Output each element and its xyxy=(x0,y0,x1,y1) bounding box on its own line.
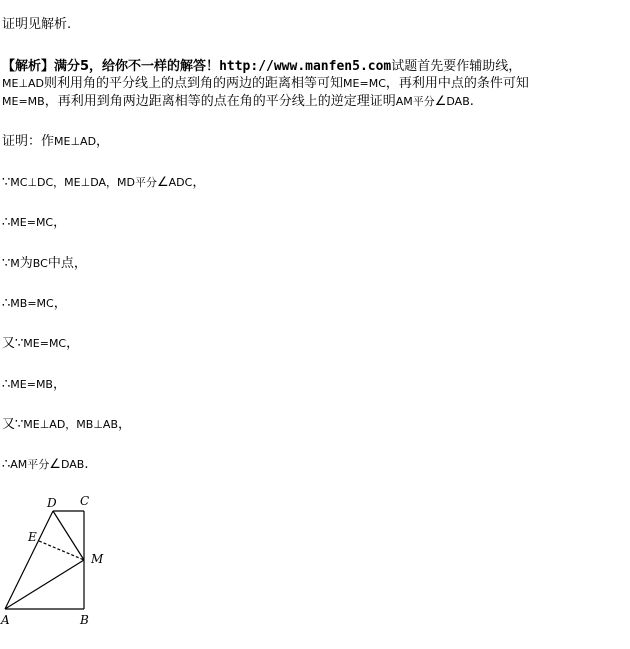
therefore-symbol: ∴ xyxy=(2,457,11,472)
geometry-figure xyxy=(0,492,130,642)
analysis-line-1 xyxy=(2,59,521,75)
analysis-l2-text: 则利用角的平分线上的点到角的两边的距离相等可知 xyxy=(44,76,344,91)
proof-7-post: ， xyxy=(52,377,66,392)
proof-step-4 xyxy=(2,256,87,272)
segment-bc: BC xyxy=(32,257,48,270)
proof-9-post: . xyxy=(84,457,89,472)
expr-me-eq-mc: ME=MC xyxy=(343,77,386,90)
analysis-l3-text: ，再利用到角两边距离相等的点在角的平分线上的逆定理证明 xyxy=(44,94,396,109)
proof-step-6 xyxy=(2,336,79,352)
proof-8-expr: ME⊥AD，MB⊥AB xyxy=(23,418,118,431)
analysis-l2-tail: ，再利用中点的条件可知 xyxy=(385,76,529,91)
again-because: 又∵ xyxy=(2,417,24,432)
analysis-line-3 xyxy=(2,94,474,110)
analysis-l1-tail: 试题首先要作辅助线， xyxy=(391,59,522,74)
proof-4-midpoint: 中点， xyxy=(47,256,87,271)
label-m: M xyxy=(91,552,104,566)
because-symbol: ∵ xyxy=(2,256,11,271)
proof-9-expr: AM平分 xyxy=(10,458,50,471)
conclusion-text: 证明见解析. xyxy=(2,17,72,32)
proof-8-post: ， xyxy=(118,417,132,432)
proof-step-3 xyxy=(2,215,66,231)
proof-step-1 xyxy=(2,134,109,150)
again-because: 又∵ xyxy=(2,336,24,351)
proof-step-9 xyxy=(2,457,88,473)
proof-4-wei: 为 xyxy=(19,256,33,271)
analysis-banner: 满分5，给你不一样的解答！ xyxy=(54,59,220,74)
label-a: A xyxy=(1,613,10,627)
segment-dm xyxy=(53,511,84,560)
label-b: B xyxy=(80,613,89,627)
angle-icon: ∠ xyxy=(49,457,61,472)
analysis-tag: 【解析】 xyxy=(2,59,55,74)
therefore-symbol: ∴ xyxy=(2,215,11,230)
angle-adc: ADC xyxy=(168,176,193,189)
because-symbol: ∵ xyxy=(2,175,11,190)
proof-5-post: ， xyxy=(53,296,67,311)
proof-2-post: ， xyxy=(192,175,206,190)
segment-em-dashed xyxy=(39,541,84,560)
source-url: http://www.manfen5.com xyxy=(219,59,392,74)
angle-icon: ∠ xyxy=(156,175,169,190)
expr-me-eq-mb: ME=MB xyxy=(2,95,45,108)
point-m: M xyxy=(10,257,20,270)
expr-me-perp-ad: ME⊥AD xyxy=(2,77,45,90)
proof-1-expr: ME⊥AD xyxy=(54,135,97,148)
proof-step-8 xyxy=(2,417,131,433)
proof-step-7 xyxy=(2,377,66,393)
angle-dab: DAB xyxy=(446,95,470,108)
label-c: C xyxy=(80,494,90,508)
proof-2-expr: MC⊥DC，ME⊥DA，MD平分 xyxy=(10,176,157,189)
label-d: D xyxy=(47,496,57,510)
expr-am-bisects: AM平分 xyxy=(395,95,435,108)
proof-3-expr: ME=MC xyxy=(10,216,54,229)
proof-7-expr: ME=MB xyxy=(10,378,53,391)
proof-step-5 xyxy=(2,296,67,312)
proof-6-expr: ME=MC xyxy=(23,337,67,350)
proof-5-expr: MB=MC xyxy=(10,297,54,310)
proof-6-post: ， xyxy=(66,336,80,351)
therefore-symbol: ∴ xyxy=(2,377,11,392)
analysis-l3-end: . xyxy=(469,94,474,109)
proof-step-2 xyxy=(2,175,205,191)
label-e: E xyxy=(28,530,37,544)
therefore-symbol: ∴ xyxy=(2,296,11,311)
analysis-line-2 xyxy=(2,76,529,92)
proof-3-post: ， xyxy=(53,215,67,230)
angle-icon: ∠ xyxy=(434,94,447,109)
angle-dab: DAB xyxy=(60,458,85,471)
proof-1-post: ， xyxy=(96,134,110,149)
proof-1-pre: 证明：作 xyxy=(2,134,55,149)
